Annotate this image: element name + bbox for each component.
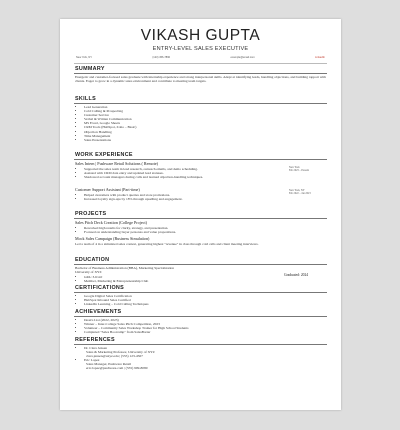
skills-list: [75, 105, 327, 142]
project-title: Mock Sales Campaign (Business Simulation): [75, 236, 150, 241]
reference-contact: clara.jensen@uxyz.edu | (555) 123-4567: [86, 354, 143, 359]
divider: [74, 103, 327, 104]
divider: [74, 218, 327, 219]
project-bullets-wrap: [75, 226, 327, 234]
job-bullets: [75, 193, 281, 201]
job-dates: Feb 2022 – Jan 2023: [289, 192, 311, 196]
job-bullet: • Helped customers with product queries and store promotions.: [84, 193, 281, 197]
section-heading-summary: SUMMARY: [75, 66, 105, 72]
reference-contact: eric.lopez@pushware.com | (555) 909-8080: [86, 366, 148, 371]
education-graduated: Graduated: 2024: [284, 273, 309, 277]
skill-item: • Verbal & Written Communication: [84, 117, 327, 121]
certifications-wrap: [75, 294, 327, 306]
section-heading-experience: WORK EXPERIENCE: [75, 152, 133, 158]
reference-detail: Sales Manager, Pushware Retail: [86, 362, 132, 367]
divider: [74, 316, 327, 317]
section-heading-achievements: ACHIEVEMENTS: [75, 309, 122, 315]
divider: [74, 159, 327, 160]
achievement-item: • Winner – Inter-College Sales Pitch Competition, 2023: [84, 322, 327, 326]
job-title: Customer Support Assistant (Part-time): [75, 187, 140, 192]
project-bullet: • Focused on understanding buyer personas and value propositions.: [84, 230, 327, 234]
certification-item: • HubSpot Inbound Sales Certified: [84, 298, 327, 302]
job-meta: [289, 166, 309, 172]
section-heading-skills: SKILLS: [75, 96, 96, 102]
section-heading-references: REFERENCES: [75, 337, 115, 343]
education-school: University of XYZ: [75, 270, 102, 274]
achievement-item: • Dean's List (2022, 2023): [84, 318, 327, 322]
skill-item: • Cold Calling & Prospecting: [84, 109, 327, 113]
education-bullets: [75, 275, 327, 283]
section-heading-certifications: CERTIFICATIONS: [75, 285, 125, 291]
education-bullet: • GPA: 3.6/4.0: [84, 275, 327, 279]
contact-linkedin-link[interactable]: LinkedIn: [315, 56, 325, 59]
skill-item: • Customer Service: [84, 113, 327, 117]
references-wrap: [75, 346, 327, 371]
skill-item: • Objection Handling: [84, 130, 327, 134]
section-heading-projects: PROJECTS: [75, 211, 107, 217]
reference-name: • Eric Lopez: [84, 358, 327, 362]
skill-item: • Sales Presentations: [84, 138, 327, 142]
section-heading-education: EDUCATION: [75, 257, 110, 263]
certification-item: • Google Digital Sales Certification: [84, 294, 327, 298]
candidate-name: VIKASH GUPTA: [140, 27, 261, 44]
job-meta: [289, 189, 311, 195]
certifications-list: [75, 294, 327, 306]
job-location: New York, NY: [289, 189, 305, 192]
education-degree: Bachelor of Business Administration (BBA), Marketing Specialization: [75, 266, 175, 270]
divider: [74, 344, 327, 345]
job-bullet: • Increased loyalty sign-ups by 18% through upselling and engagement.: [84, 197, 281, 201]
candidate-title: ENTRY-LEVEL SALES EXECUTIVE: [152, 46, 249, 52]
achievement-item: • Completed "Sales Bootcamp" from SalesBarter: [84, 330, 327, 334]
reference-detail: Sales & Marketing Professor, University of XYZ: [86, 350, 155, 355]
achievements-wrap: [75, 318, 327, 334]
divider: [74, 292, 327, 293]
contact-line: [76, 56, 325, 59]
project-bullets: [75, 226, 327, 234]
job-title: Sales Intern | Pushware Retail Solutions ( Remote): [75, 161, 159, 166]
project-text: Led a team of 4 in a simulated sales contest, generating highest "revenue" in class through cold calls and client meeting interviews.: [75, 242, 259, 246]
skill-item: • MS Excel, Google Sheets: [84, 121, 327, 125]
summary-text: Energetic and customer-focused sales graduate with internship experience and strong interpersonal skills. Adept at identifying leads, handling objections, and building rapport with clients. Eager to grow in a dynamic sales environment and contribute to meeting team targets.: [75, 75, 327, 84]
project-bullet: • Reworked high results for clarity, strategy, and presentation.: [84, 226, 327, 230]
education-bullet: • Member, Marketing & Entrepreneurship Club: [84, 279, 327, 283]
job-bullets-wrap: [75, 193, 281, 201]
reference-name: • Dr. Clara Jensen: [84, 346, 327, 350]
divider: [74, 63, 327, 64]
contact-phone: (123) 456-7890: [152, 56, 171, 59]
job-bullets: [75, 167, 281, 179]
skill-item: • Lead Generation: [84, 105, 327, 109]
education-bullets-wrap: [75, 275, 327, 283]
job-bullets-wrap: [75, 167, 281, 179]
job-dates: Feb 2023 – Present: [289, 169, 309, 173]
job-bullet: • Assisted with CRM data entry and updated lead statuses.: [84, 171, 281, 175]
skills-list-wrap: [75, 105, 327, 142]
job-bullet: • Supported the sales team in lead research, outreach emails, and demo scheduling.: [84, 167, 281, 171]
job-bullet: • Shadowed account managers during calls and learned objection-handling techniques.: [84, 175, 281, 179]
divider: [74, 264, 327, 265]
skill-item: • Time Management: [84, 134, 327, 138]
job-location: New York: [289, 166, 300, 169]
contact-location: New York, NY: [76, 56, 93, 59]
divider: [74, 73, 327, 74]
project-title: Sales Pitch Deck Creation (College Project): [75, 220, 147, 225]
achievements-list: [75, 318, 327, 334]
achievement-item: • Volunteer – Community Sales Workshop Trainer for High School Students: [84, 326, 327, 330]
skill-item: • CRM Tools (HubSpot, Zoho – Basic): [84, 125, 327, 129]
resume-page: [60, 19, 341, 410]
certification-item: • LinkedIn Learning – Cold Calling Techniques: [84, 302, 327, 306]
contact-email[interactable]: example@email.com: [230, 56, 255, 59]
